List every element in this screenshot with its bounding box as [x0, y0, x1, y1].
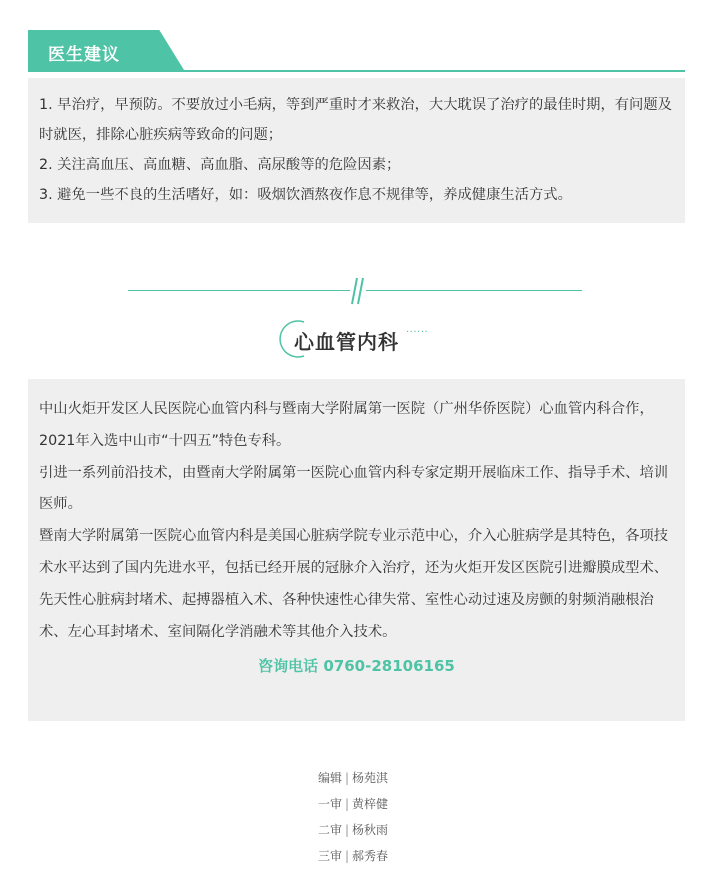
- credit-name: 郝秀春: [352, 849, 389, 863]
- credit-role: 一审: [317, 797, 342, 811]
- department-paragraph: 暨南大学附属第一医院心血管内科是美国心脏病学院专业示范中心，介入心脏病学是其特色，各项技术水平达到了国内先进水平，包括已经开展的冠脉介入治疗，还为火炬开发区医院引进瓣膜成型术、先天性心脏病封堵术、起搏器植入术、各种快速性心律失常、室性心动过速及房颤的射频消融根治术、左心耳封堵术、室间隔化学消融术等其他介入技术。: [39, 528, 669, 640]
- credit-row: [0, 843, 706, 869]
- credit-name: 杨秋雨: [352, 823, 389, 837]
- credit-role: 编辑: [317, 771, 342, 785]
- credit-separator: |: [344, 823, 350, 837]
- advice-header: [28, 30, 685, 72]
- divider-line-right: [366, 290, 582, 291]
- divider-slash-icon: [348, 276, 368, 306]
- department-paragraph: 中山火炬开发区人民医院心血管内科与暨南大学附属第一医院（广州华侨医院）心血管内科合作，2021年入选中山市“十四五”特色专科。: [39, 401, 654, 449]
- department-paragraph: 引进一系列前沿技术，由暨南大学附属第一医院心血管内科专家定期开展临床工作、指导手术、培训医师。: [39, 464, 669, 513]
- credit-role: 三审: [317, 849, 342, 863]
- credit-role: 二审: [317, 823, 342, 837]
- department-info-box: [28, 379, 685, 721]
- advice-box: [28, 78, 685, 223]
- contact-phone: 咨询电话 0760-28106165: [258, 657, 455, 676]
- credit-row: [0, 765, 706, 791]
- advice-item: 1. 早治疗，早预防。不要放过小毛病，等到严重时才来救治，大大耽误了治疗的最佳时期，有问题及时就医，排除心脏疾病等致命的问题；: [39, 97, 672, 143]
- credit-separator: |: [344, 771, 350, 785]
- credit-separator: |: [344, 797, 350, 811]
- divider-line-left: [128, 290, 350, 291]
- section-title: 心血管内科: [294, 330, 399, 354]
- advice-tab-slant: [146, 30, 184, 70]
- credit-name: 杨苑淇: [352, 771, 389, 785]
- advice-title: 医生建议: [48, 45, 120, 65]
- advice-item: 2. 关注高血压、高血糖、高血脂、高尿酸等的危险因素；: [39, 157, 401, 173]
- advice-underline: [28, 70, 685, 72]
- title-dots: ......: [406, 324, 429, 335]
- credit-name: 黄梓健: [352, 797, 389, 811]
- credits: [0, 765, 706, 869]
- advice-item: 3. 避免一些不良的生活嗜好，如：吸烟饮酒熬夜作息不规律等，养成健康生活方式。: [39, 187, 572, 203]
- credit-row: [0, 791, 706, 817]
- section-title-block: [274, 318, 444, 360]
- credit-row: [0, 817, 706, 843]
- credit-separator: |: [344, 849, 350, 863]
